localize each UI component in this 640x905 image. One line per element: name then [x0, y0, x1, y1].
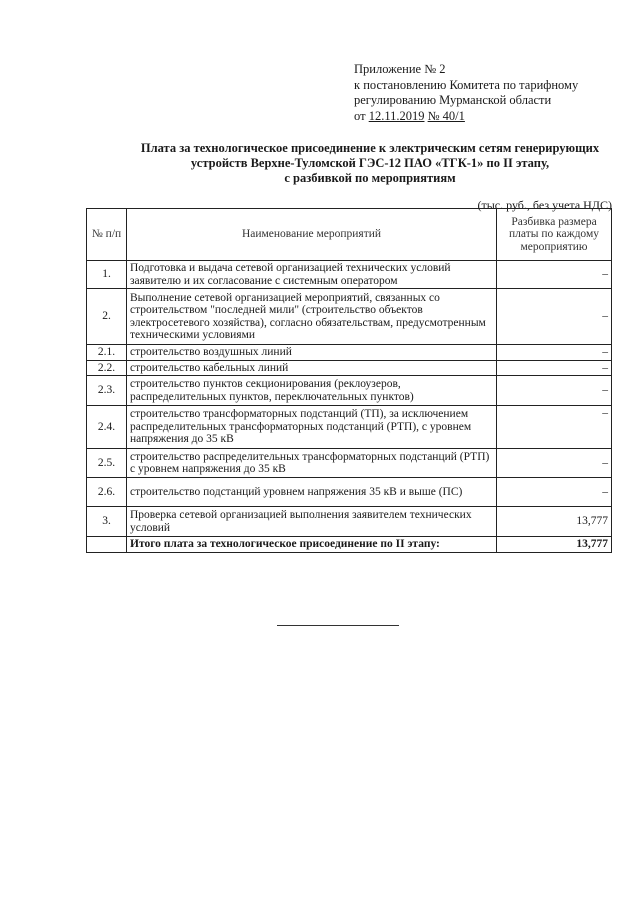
header-value: Разбивка размера платы по каждому мероприятию	[497, 209, 612, 261]
appendix-header	[354, 62, 578, 124]
row-value: 13,777	[497, 507, 612, 537]
row-value: –	[497, 261, 612, 289]
row-name: строительство трансформаторных подстанций (ТП), за исключением распределительных трансформаторных подстанций (РТП), с уровнем напряжения до 35 кВ	[127, 406, 497, 449]
row-value: –	[497, 449, 612, 478]
row-name: строительство кабельных линий	[127, 360, 497, 376]
closing-line	[277, 625, 399, 626]
appendix-date-prefix: от	[354, 108, 369, 123]
row-num: 2.4.	[87, 406, 127, 449]
row-name: строительство пунктов секционирования (реклоузеров, распределительных пунктов, переключательных пунктов)	[127, 376, 497, 406]
table-row	[87, 507, 612, 537]
appendix-number: № 40/1	[427, 108, 465, 123]
row-name: строительство воздушных линий	[127, 345, 497, 361]
row-value: –	[497, 289, 612, 345]
table-row	[87, 289, 612, 345]
appendix-line-4	[354, 109, 578, 125]
appendix-line-2: к постановлению Комитета по тарифному	[354, 77, 579, 92]
title-line-2: устройств Верхне-Туломской ГЭС-12 ПАО «ТГК-1» по II этапу,	[190, 156, 550, 170]
table-row	[87, 345, 612, 361]
appendix-line-3: регулированию Мурманской области	[354, 93, 552, 107]
table-row	[87, 360, 612, 376]
row-num: 2.3.	[87, 376, 127, 406]
row-value: –	[497, 360, 612, 376]
row-num: 2.5.	[87, 449, 127, 478]
table-row	[87, 376, 612, 406]
row-num: 2.	[87, 289, 127, 345]
row-value: –	[497, 406, 612, 449]
header-num: № п/п	[87, 209, 127, 261]
table-row	[87, 261, 612, 289]
title-line-1: Плата за технологическое присоединение к электрическим сетям генерирующих	[140, 141, 600, 155]
table-header-row	[87, 209, 612, 261]
row-name: Подготовка и выдача сетевой организацией технических условий заявителю и их согласование с системным оператором	[127, 261, 497, 289]
total-value: 13,777	[497, 537, 612, 553]
total-label: Итого плата за технологическое присоединение по II этапу:	[127, 537, 497, 553]
units-note: (тыс. руб., без учета НДС)	[477, 198, 612, 212]
appendix-line-1: Приложение № 2	[354, 62, 446, 76]
row-name: Проверка сетевой организацией выполнения заявителем технических условий	[127, 507, 497, 537]
row-name: строительство подстанций уровнем напряжения 35 кВ и выше (ПС)	[127, 478, 497, 507]
row-num: 3.	[87, 507, 127, 537]
table-row	[87, 406, 612, 449]
row-num: 2.6.	[87, 478, 127, 507]
table-row	[87, 478, 612, 507]
document-title	[100, 141, 640, 186]
total-empty-cell	[87, 537, 127, 553]
row-num: 2.2.	[87, 360, 127, 376]
total-row	[87, 537, 612, 553]
row-value: –	[497, 345, 612, 361]
row-value: –	[497, 478, 612, 507]
header-name: Наименование мероприятий	[127, 209, 497, 261]
row-name: строительство распределительных трансформаторных подстанций (РТП) с уровнем напряжения до 35 кВ	[127, 449, 497, 478]
row-num: 2.1.	[87, 345, 127, 361]
table-row	[87, 449, 612, 478]
row-name: Выполнение сетевой организацией мероприятий, связанных со строительством "последней мили" (строительство объектов электросетевого хозяйства), согласно обязательствам, предусмотренным техническими условиями	[127, 289, 497, 345]
appendix-date: 12.11.2019	[368, 108, 425, 123]
fee-table	[86, 208, 612, 553]
row-value: –	[497, 376, 612, 406]
title-line-3: с разбивкой по мероприятиям	[284, 171, 456, 185]
row-num: 1.	[87, 261, 127, 289]
